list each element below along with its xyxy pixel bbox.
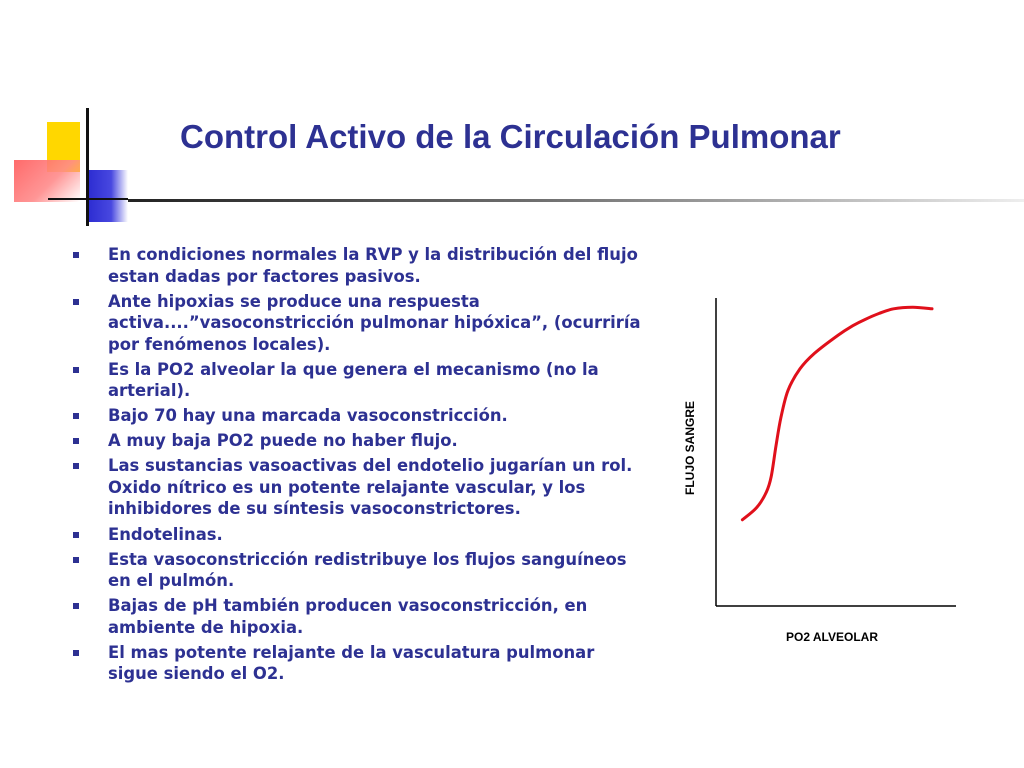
bullet-text: Ante hipoxias se produce una respuesta activa....”vasoconstricción pulmonar hipóxica”, (ocurriría por fenómenos locales). xyxy=(108,291,641,354)
bullet-text: En condiciones normales la RVP y la distribución del flujo estan dadas por factores pasivos. xyxy=(108,245,638,286)
bullet-text: Bajas de pH también producen vasoconstricción, en ambiente de hipoxia. xyxy=(108,596,588,637)
bullet-square-icon xyxy=(73,438,79,444)
bullet-text: El mas potente relajante de la vasculatura pulmonar sigue siendo el O2. xyxy=(108,642,595,684)
slide-title: Control Activo de la Circulación Pulmonar xyxy=(180,118,841,155)
y-axis-label: FLUJO SANGRE xyxy=(683,400,697,496)
bullet-list xyxy=(72,244,647,688)
x-axis-label: PO2 ALVEOLAR xyxy=(785,630,879,644)
bullet-item xyxy=(72,642,647,685)
bullet-item xyxy=(72,430,647,452)
bullet-item xyxy=(72,405,647,427)
title-underline-rule xyxy=(128,199,1024,202)
bullet-square-icon xyxy=(73,557,79,563)
bullet-text: A muy baja PO2 puede no haber flujo. xyxy=(108,431,458,451)
bullet-text: Las sustancias vasoactivas del endotelio jugarían un rol. Oxido nítrico es un potente relajante vascular, y los inhibidores de su síntesis vasoconstrictores. xyxy=(108,456,633,519)
bullet-item xyxy=(72,291,647,356)
bullet-square-icon xyxy=(73,252,79,258)
decor-horizontal-line xyxy=(48,198,128,200)
bullet-text: Es la PO2 alveolar la que genera el mecanismo (no la arterial). xyxy=(108,359,599,401)
bullet-item xyxy=(72,524,647,546)
bullet-item xyxy=(72,595,647,638)
bullet-item xyxy=(72,455,647,520)
bullet-text: Bajo 70 hay una marcada vasoconstricción. xyxy=(108,406,508,426)
bullet-square-icon xyxy=(73,299,79,305)
decor-red-square xyxy=(14,160,80,202)
bullet-text: Esta vasoconstricción redistribuye los flujos sanguíneos en el pulmón. xyxy=(108,549,627,591)
bullet-square-icon xyxy=(73,650,79,656)
bullet-item xyxy=(72,359,647,402)
bullet-text: Endotelinas. xyxy=(108,524,223,544)
bullet-square-icon xyxy=(73,463,79,469)
bullet-square-icon xyxy=(73,367,79,373)
flow-curve-line-0 xyxy=(742,307,932,520)
bullet-item xyxy=(72,549,647,592)
bullet-item xyxy=(72,244,647,287)
bullet-square-icon xyxy=(73,413,79,419)
decor-blue-square xyxy=(86,170,128,222)
bullet-square-icon xyxy=(73,532,79,538)
bullet-square-icon xyxy=(73,603,79,609)
decor-vertical-line xyxy=(86,108,89,226)
flow-po2-chart xyxy=(670,290,970,660)
